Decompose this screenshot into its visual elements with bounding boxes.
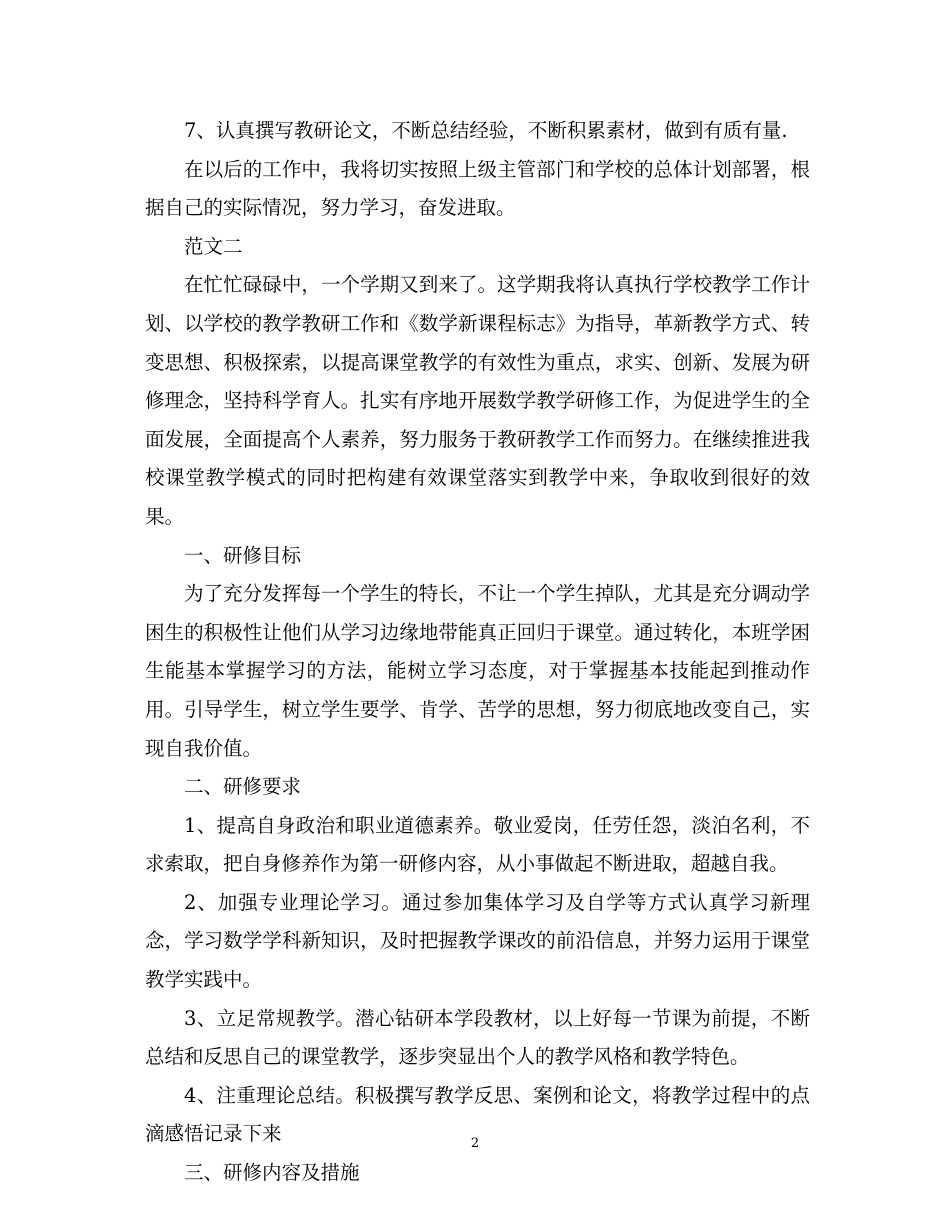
section-heading-content-measures: 三、研修内容及措施	[184, 1161, 360, 1185]
page-number: 2	[470, 1136, 480, 1151]
document-body	[145, 112, 810, 1193]
section-heading-goals: 一、研修目标	[184, 543, 302, 567]
paragraph-requirement-4: 4、注重理论总结。积极撰写教学反思、案例和论文，将教学过程中的点滴感悟记录下来	[145, 1083, 810, 1146]
paragraph-future-work: 在以后的工作中，我将切实按照上级主管部门和学校的总体计划部署，根据自己的实际情况，努力学习，奋发进取。	[145, 157, 810, 220]
section-heading-requirements: 二、研修要求	[184, 775, 302, 799]
paragraph-requirement-2: 2、加强专业理论学习。通过参加集体学习及自学等方式认真学习新理念，学习数学学科新知识，及时把握教学课改的前沿信息，并努力运用于课堂教学实践中。	[145, 890, 810, 992]
paragraph-requirement-1: 1、提高自身政治和职业道德素养。敬业爱岗，任劳任怨，淡泊名利，不求索取，把自身修养作为第一研修内容，从小事做起不断进取，超越自我。	[145, 813, 810, 876]
section-heading-fanwen-2: 范文二	[184, 234, 243, 258]
paragraph-goals: 为了充分发挥每一个学生的特长，不让一个学生掉队，尤其是充分调动学困生的积极性让他们从学习边缘地带能真正回归于课堂。通过转化，本班学困生能基本掌握学习的方法，能树立学习态度，对于掌握基本技能起到推动作用。引导学生，树立学生要学、肯学、苦学的思想，努力彻底地改变自己，实现自我价值。	[145, 582, 810, 760]
paragraph-requirement-3: 3、立足常规教学。潜心钻研本学段教材，以上好每一节课为前提，不断总结和反思自己的课堂教学，逐步突显出个人的教学风格和教学特色。	[145, 1006, 810, 1069]
paragraph-item-7: 7、认真撰写教研论文，不断总结经验，不断积累素材，做到有质有量.	[184, 119, 788, 142]
paragraph-intro: 在忙忙碌碌中，一个学期又到来了。这学期我将认真执行学校教学工作计划、以学校的教学教研工作和《数学新课程标志》为指导，革新教学方式、转变思想、积极探索，以提高课堂教学的有效性为重点，求实、创新、发展为研修理念，坚持科学育人。扎实有序地开展数学教学研修工作，为促进学生的全面发展，全面提高个人素养，努力服务于教研教学工作而努力。在继续推进我校课堂教学模式的同时把构建有效课堂落实到教学中来，争取收到很好的效果。	[145, 273, 810, 528]
